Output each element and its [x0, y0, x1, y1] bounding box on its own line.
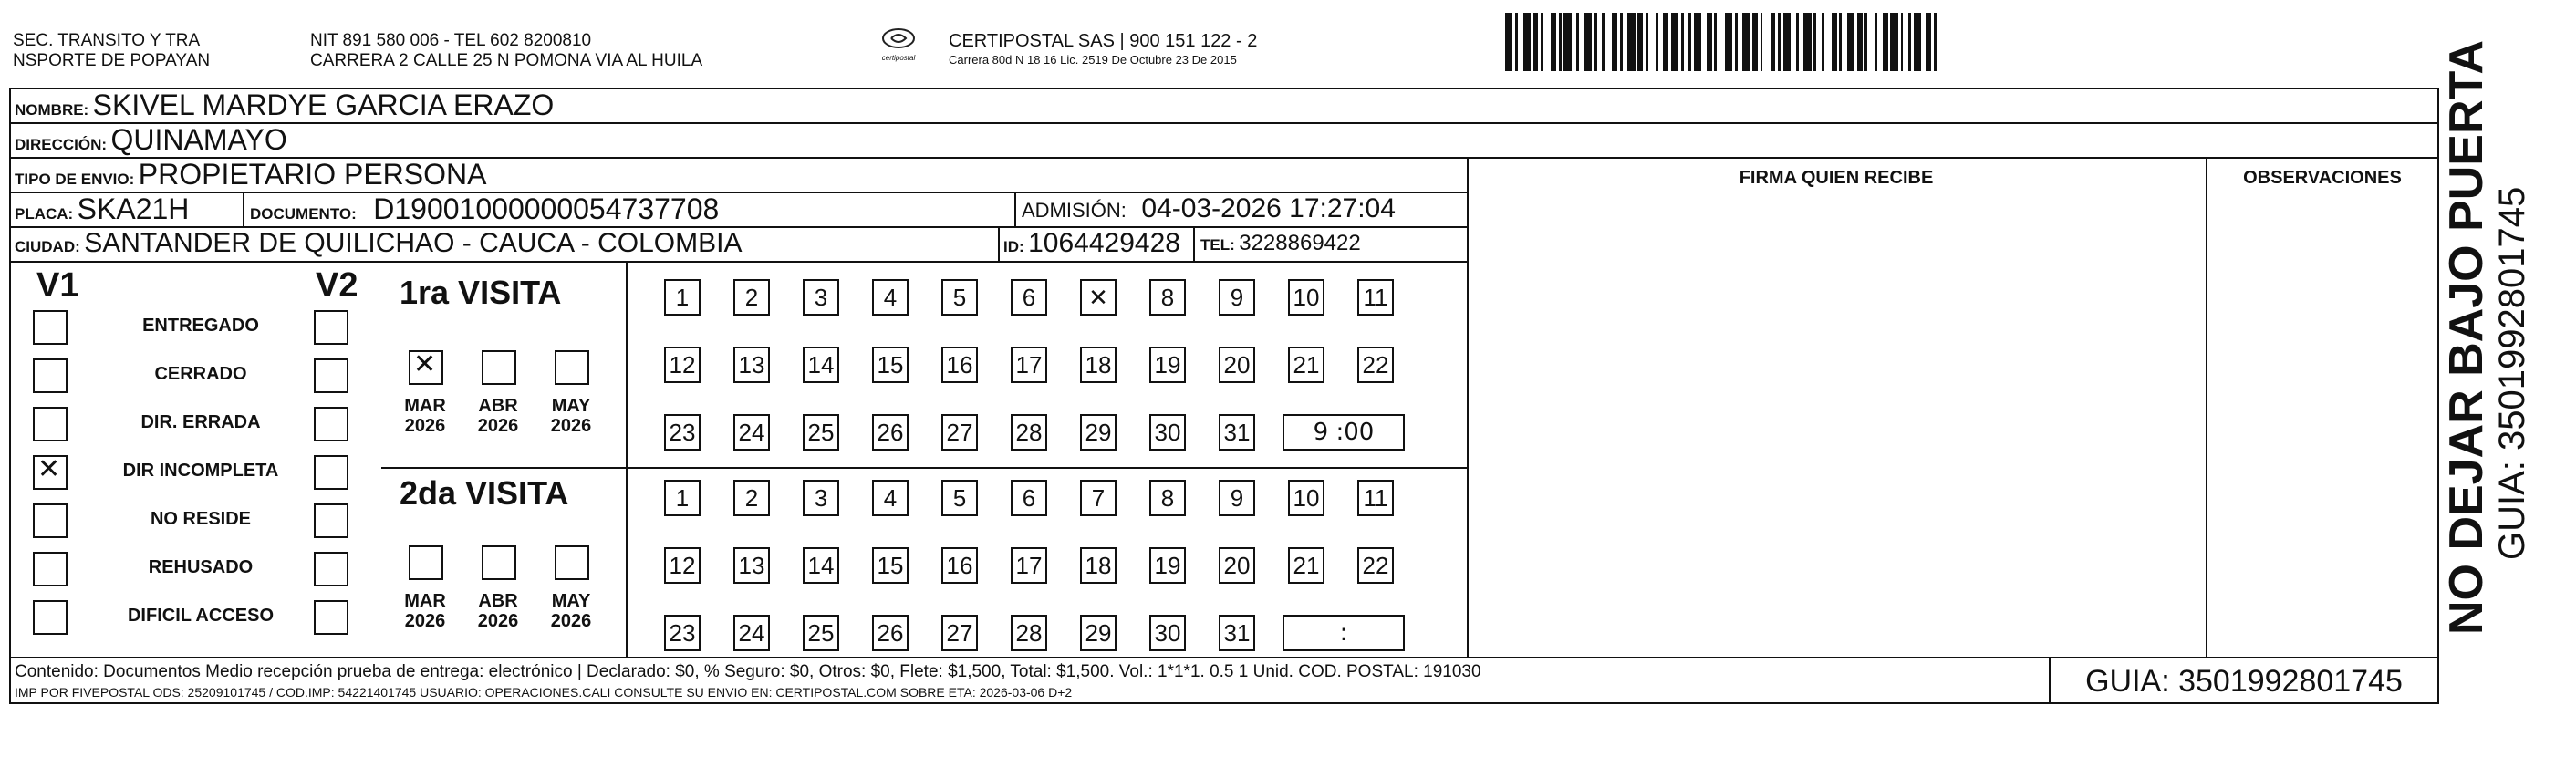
status-option-label: DIR INCOMPLETA — [122, 461, 279, 481]
v2-checkbox-1[interactable] — [314, 310, 348, 345]
barcode — [1505, 13, 1944, 71]
first-visit-day-box[interactable]: 3 — [803, 279, 839, 316]
second-visit-month-checkbox[interactable] — [409, 545, 443, 580]
tel-value: 3228869422 — [1239, 231, 1361, 255]
second-visit-day-box[interactable]: 28 — [1011, 615, 1047, 651]
first-visit-day-box[interactable]: 4 — [872, 279, 909, 316]
second-visit-day-box[interactable]: 23 — [664, 615, 701, 651]
v1-checkbox-3[interactable] — [33, 407, 68, 441]
v2-checkbox-2[interactable] — [314, 358, 348, 393]
first-visit-day-box[interactable]: 13 — [733, 347, 770, 383]
first-visit-day-box[interactable]: 28 — [1011, 414, 1047, 451]
second-visit-month-label: MAR 2026 — [404, 591, 446, 631]
first-visit-day-box[interactable]: 24 — [733, 414, 770, 451]
nombre-value: SKIVEL MARDYE GARCIA ERAZO — [92, 88, 555, 121]
second-visit-day-box[interactable]: 9 — [1219, 480, 1255, 516]
logo-icon — [880, 27, 917, 49]
second-visit-month-checkbox[interactable] — [555, 545, 589, 580]
second-visit-day-box[interactable]: 15 — [872, 547, 909, 584]
first-visit-day-box[interactable]: 18 — [1080, 347, 1117, 383]
second-visit-day-box[interactable]: 22 — [1357, 547, 1394, 584]
ciudad-cell — [15, 226, 742, 265]
nit-line-1: NIT 891 580 006 - TEL 602 8200810 — [310, 31, 592, 50]
first-visit-time-box[interactable]: 9 :00 — [1283, 414, 1405, 451]
second-visit-day-box[interactable]: 17 — [1011, 547, 1047, 584]
first-visit-day-box[interactable]: 21 — [1288, 347, 1324, 383]
v2-checkbox-6[interactable] — [314, 552, 348, 586]
first-visit-day-box[interactable]: 27 — [941, 414, 978, 451]
id-label: ID: — [1003, 238, 1024, 255]
first-visit-day-box[interactable]: 17 — [1011, 347, 1047, 383]
nombre-label: NOMBRE: — [15, 101, 89, 119]
v2-checkbox-7[interactable] — [314, 600, 348, 635]
direccion-value: QUINAMAYO — [110, 123, 287, 156]
status-option-label: DIR. ERRADA — [140, 412, 261, 432]
tel-cell — [1200, 226, 1361, 264]
first-visit-day-box[interactable]: 10 — [1288, 279, 1324, 316]
first-visit-day-box[interactable]: 19 — [1149, 347, 1186, 383]
status-option-label: REHUSADO — [148, 557, 254, 577]
second-visit-title: 2da VISITA — [400, 474, 569, 512]
first-visit-day-box[interactable]: 25 — [803, 414, 839, 451]
v1-checkbox-4[interactable] — [33, 455, 68, 490]
logo-text: certipostal — [881, 54, 916, 62]
first-visit-month-checkbox[interactable] — [409, 350, 443, 385]
entity-line-1: SEC. TRANSITO Y TRA — [13, 31, 201, 50]
status-option-label: DIFICIL ACCESO — [127, 606, 274, 626]
first-visit-day-box[interactable] — [1080, 279, 1117, 316]
tipo-envio-label: TIPO DE ENVIO: — [15, 171, 135, 188]
second-visit-day-box[interactable]: 2 — [733, 480, 770, 516]
second-visit-day-box[interactable]: 14 — [803, 547, 839, 584]
v2-checkbox-4[interactable] — [314, 455, 348, 490]
company-block — [949, 31, 1257, 67]
first-visit-day-box[interactable]: 5 — [941, 279, 978, 316]
v1-checkbox-1[interactable] — [33, 310, 68, 345]
status-option-label: NO RESIDE — [150, 509, 252, 529]
second-visit-day-box[interactable]: 25 — [803, 615, 839, 651]
first-visit-day-box[interactable]: 2 — [733, 279, 770, 316]
second-visit-day-box[interactable]: 6 — [1011, 480, 1047, 516]
direccion-label: DIRECCIÓN: — [15, 136, 108, 153]
second-visit-time-box[interactable]: : — [1283, 615, 1405, 651]
placa-value: SKA21H — [77, 192, 190, 225]
first-visit-day-box[interactable]: 16 — [941, 347, 978, 383]
v2-checkbox-3[interactable] — [314, 407, 348, 441]
first-visit-day-box[interactable]: 29 — [1080, 414, 1117, 451]
second-visit-day-box[interactable]: 1 — [664, 480, 701, 516]
first-visit-day-box[interactable]: 31 — [1219, 414, 1255, 451]
second-visit-day-box[interactable]: 24 — [733, 615, 770, 651]
nit-line-2: CARRERA 2 CALLE 25 N POMONA VIA AL HUILA — [310, 51, 703, 70]
second-visit-day-box[interactable]: 27 — [941, 615, 978, 651]
second-visit-day-box[interactable]: 5 — [941, 480, 978, 516]
second-visit-month-checkbox[interactable] — [482, 545, 516, 580]
placa-label: PLACA: — [15, 205, 74, 223]
tipo-envio-value: PROPIETARIO PERSONA — [138, 158, 487, 191]
second-visit-day-box[interactable]: 8 — [1149, 480, 1186, 516]
admision-label: ADMISIÓN: — [1022, 199, 1127, 222]
firma-label: FIRMA QUIEN RECIBE — [1739, 168, 1934, 188]
no-dejar-warning: NO DEJAR BAJO PUERTA — [2440, 39, 2493, 635]
first-visit-month-label: ABR 2026 — [477, 396, 519, 436]
company-line-2: Carrera 80d N 18 16 Lic. 2519 De Octubre 23 De 2015 — [949, 53, 1237, 67]
first-visit-month-checkbox[interactable] — [555, 350, 589, 385]
footer-guia: GUIA: 3501992801745 — [2085, 664, 2403, 699]
first-visit-month-label: MAR 2026 — [404, 396, 446, 436]
status-option-label: CERRADO — [154, 364, 247, 384]
first-visit-day-box[interactable]: 26 — [872, 414, 909, 451]
second-visit-day-box[interactable]: 4 — [872, 480, 909, 516]
second-visit-day-box[interactable]: 29 — [1080, 615, 1117, 651]
certipostal-logo — [867, 27, 930, 62]
second-visit-month-label: ABR 2026 — [477, 591, 519, 631]
month-check-mark: ✕ — [413, 348, 437, 380]
v1-checkbox-2[interactable] — [33, 358, 68, 393]
second-visit-day-box[interactable]: 10 — [1288, 480, 1324, 516]
ciudad-label: CIUDAD: — [15, 238, 80, 255]
first-visit-day-box[interactable]: 30 — [1149, 414, 1186, 451]
footer-print-line: IMP POR FIVEPOSTAL ODS: 25209101745 / COD.IMP: 54221401745 USUARIO: OPERACIONES.CALI CONSULTE SU ENVIO EN: CERTIPOSTAL.COM SOBRE ETA: 2026-03-06 D+2 — [15, 685, 1073, 700]
v1-checkbox-7[interactable] — [33, 600, 68, 635]
v1-check-mark: ✕ — [37, 453, 61, 485]
first-visit-title: 1ra VISITA — [400, 274, 562, 311]
status-option-label: ENTREGADO — [142, 316, 259, 336]
second-visit-day-box[interactable]: 21 — [1288, 547, 1324, 584]
first-visit-day-box[interactable]: 23 — [664, 414, 701, 451]
second-visit-day-box[interactable]: 7 — [1080, 480, 1117, 516]
documento-value: D19001000000054737708 — [373, 192, 720, 225]
first-visit-day-box[interactable]: 1 — [664, 279, 701, 316]
first-visit-day-box[interactable]: 9 — [1219, 279, 1255, 316]
second-visit-month-label: MAY 2026 — [550, 591, 592, 631]
second-visit-day-box[interactable]: 19 — [1149, 547, 1186, 584]
v1-checkbox-5[interactable] — [33, 503, 68, 538]
second-visit-day-box[interactable]: 13 — [733, 547, 770, 584]
side-guia: GUIA: 3501992801745 — [2492, 186, 2532, 560]
second-visit-day-box[interactable]: 20 — [1219, 547, 1255, 584]
second-visit-day-box[interactable]: 30 — [1149, 615, 1186, 651]
second-visit-day-box[interactable]: 26 — [872, 615, 909, 651]
first-visit-day-box[interactable]: 20 — [1219, 347, 1255, 383]
tel-label: TEL: — [1200, 236, 1235, 254]
first-visit-month-checkbox[interactable] — [482, 350, 516, 385]
v2-label: V2 — [316, 266, 358, 305]
first-visit-day-box[interactable]: 11 — [1357, 279, 1394, 316]
observaciones-label: OBSERVACIONES — [2243, 168, 2402, 188]
admision-cell — [1022, 192, 1396, 231]
ciudad-value: SANTANDER DE QUILICHAO - CAUCA - COLOMBIA — [84, 228, 743, 258]
second-visit-day-box[interactable]: 16 — [941, 547, 978, 584]
second-visit-day-box[interactable]: 3 — [803, 480, 839, 516]
first-visit-day-box[interactable]: 8 — [1149, 279, 1186, 316]
first-visit-day-box[interactable]: 6 — [1011, 279, 1047, 316]
second-visit-day-box[interactable]: 11 — [1357, 480, 1394, 516]
first-visit-month-label: MAY 2026 — [550, 396, 592, 436]
second-visit-day-box[interactable]: 12 — [664, 547, 701, 584]
footer-content-line: Contenido: Documentos Medio recepción prueba de entrega: electrónico | Declarado: $0, % Seguro: $0, Otros: $0, Flete: $1,500, Total: $1,500. Vol.: 1*1*1. 0.5 1 Unid. COD. POSTAL: 191030 — [15, 662, 1481, 681]
entity-name — [13, 31, 210, 71]
first-visit-day-box[interactable]: 15 — [872, 347, 909, 383]
second-visit-day-box[interactable]: 18 — [1080, 547, 1117, 584]
admision-value: 04-03-2026 17:27:04 — [1141, 193, 1396, 223]
nit-block — [310, 31, 702, 71]
company-line-1: CERTIPOSTAL SAS | 900 151 122 - 2 — [949, 31, 1258, 51]
first-visit-day-box[interactable]: 14 — [803, 347, 839, 383]
id-value: 1064429428 — [1028, 228, 1180, 258]
v1-label: V1 — [36, 266, 79, 305]
day-cross-mark: ✕ — [1088, 285, 1108, 312]
documento-label: DOCUMENTO: — [250, 205, 357, 223]
first-visit-day-box[interactable]: 22 — [1357, 347, 1394, 383]
v1-checkbox-6[interactable] — [33, 552, 68, 586]
entity-line-2: NSPORTE DE POPAYAN — [13, 51, 211, 70]
v2-checkbox-5[interactable] — [314, 503, 348, 538]
id-cell — [1003, 226, 1180, 265]
first-visit-day-box[interactable]: 12 — [664, 347, 701, 383]
second-visit-day-box[interactable]: 31 — [1219, 615, 1255, 651]
